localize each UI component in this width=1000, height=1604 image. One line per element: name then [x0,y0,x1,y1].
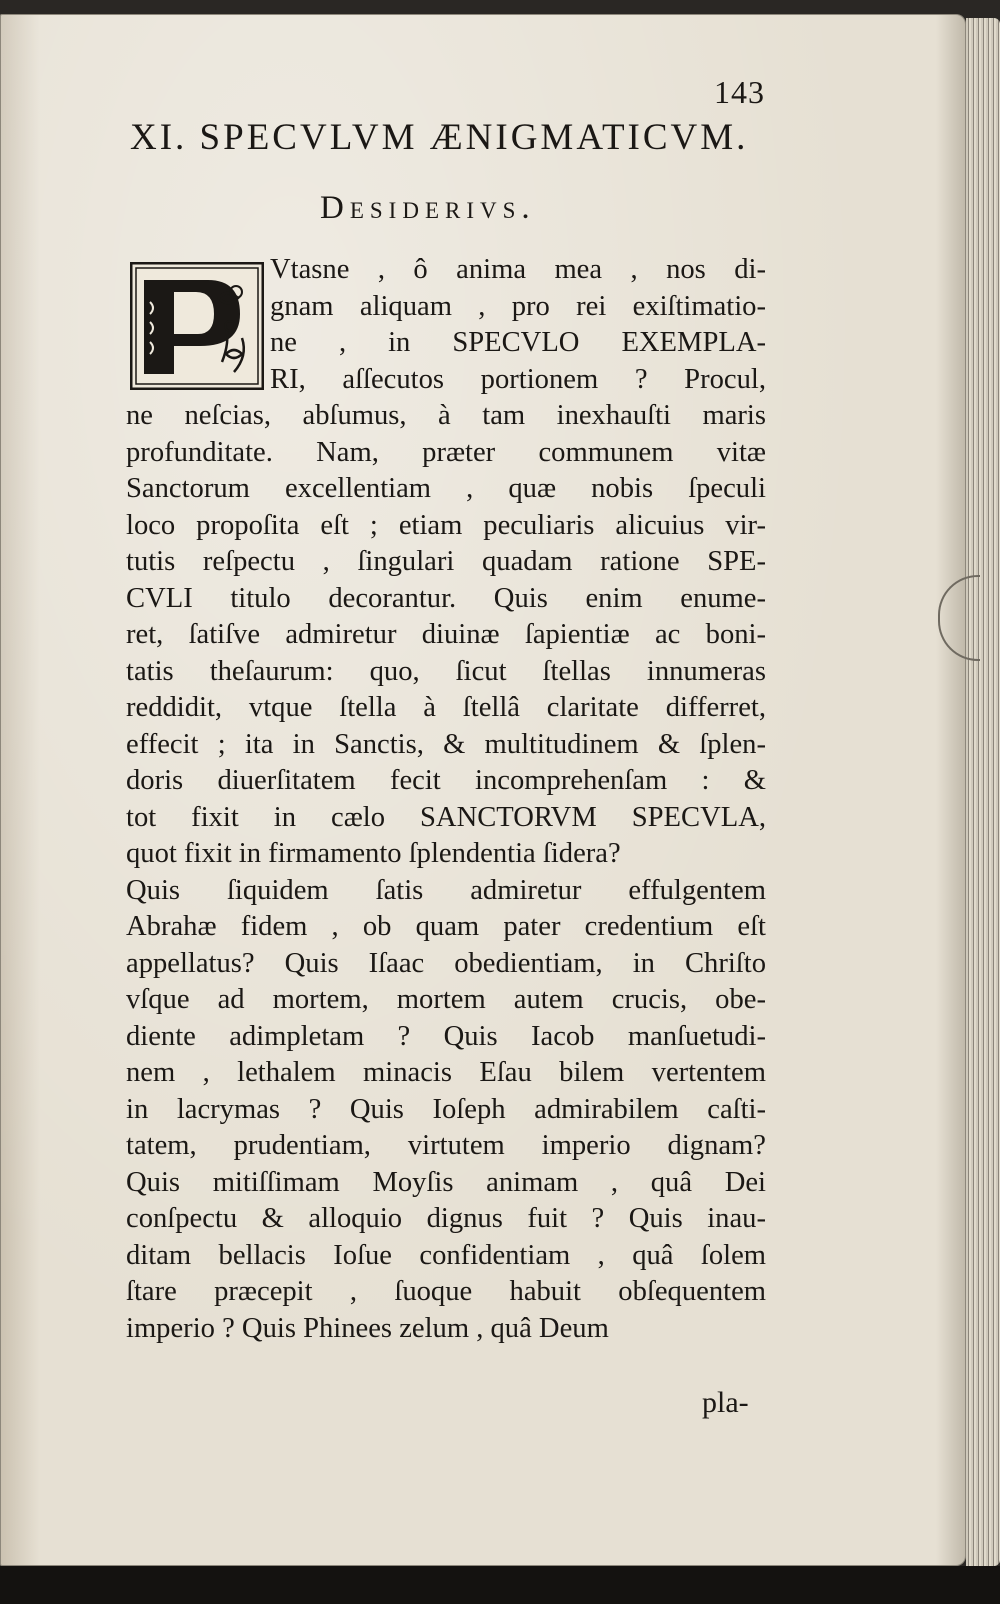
text-line: tatis theſaurum: quo, ſicut ſtellas innumeras [126,655,766,687]
text-line: Quis mitiſſimam Moyſis animam , quâ Dei [126,1166,766,1198]
text-line: reddidit, vtque ſtella à ſtellâ claritate differret, [126,692,766,723]
text-line: ret, ſatiſve admiretur diuinæ ſapientiæ ac boni- [126,619,766,650]
text-line: gnam aliquam , pro rei exiſtimatio- [270,290,766,322]
catchword: pla- [702,1386,749,1419]
text-line: appellatus? Quis Iſaac obedientiam, in Chriſto [126,947,766,979]
text-line: ſtare præcepit , ſuoque habuit obſequentem [126,1276,766,1307]
text-line: profunditate. Nam, præter communem vitæ [126,436,766,468]
text-line: doris diuerſitatem fecit incomprehenſam : & [126,765,766,796]
page-edges [966,18,1000,1566]
text-line: effecit ; ita in Sanctis, & multitudinem & ſplen- [126,728,766,760]
page-number: 143 [714,74,765,110]
text-line: in lacrymas ? Quis Ioſeph admirabilem caſti- [126,1093,766,1125]
running-title: XI. SPECVLVM ÆNIGMATICVM. [130,117,749,158]
text-line: conſpectu & alloquio dignus fuit ? Quis inau- [126,1203,766,1234]
text-line: imperio ? Quis Phinees zelum , quâ Deum [126,1312,609,1344]
text-line: RI, aſſecutos portionem ? Procul, [270,363,766,395]
text-line: Abrahæ fidem , ob quam pater credentium eſt [126,911,766,942]
body-text [126,252,766,1347]
text-line: vſque ad mortem, mortem autem crucis, obe- [126,984,766,1015]
text-line: CVLI titulo decorantur. Quis enim enume- [126,582,766,614]
text-line: ditam bellacis Ioſue confidentiam , quâ ſolem [126,1239,766,1271]
text-line: diente adimpletam ? Quis Iacob manſuetudi- [126,1020,766,1052]
text-line: Quis ſiquidem ſatis admiretur effulgentem [126,874,766,906]
bottom-margin-shadow [0,1566,1000,1604]
text-line: loco propoſita eſt ; etiam peculiaris alicuius vir- [126,509,766,541]
text-line: tatem, prudentiam, virtutem imperio dignam? [126,1130,766,1161]
text-line: quot fixit in firmamento ſplendentia ſidera? [126,838,621,869]
text-line: nem , lethalem minacis Eſau bilem vertentem [126,1057,766,1088]
text-line: tutis reſpectu , ſingulari quadam ratione SPE- [126,546,766,577]
text-line: Vtasne , ô anima mea , nos di- [270,254,766,285]
text-line: tot fixit in cælo SANCTORVM SPECVLA, [126,801,766,833]
text-line: Sanctorum excellentiam , quæ nobis ſpeculi [126,473,766,504]
section-heading: Desiderivs. [320,190,536,226]
text-line: ne neſcias, abſumus, à tam inexhauſti maris [126,400,766,431]
text-line: ne , in SPECVLO EXEMPLA- [270,327,766,358]
